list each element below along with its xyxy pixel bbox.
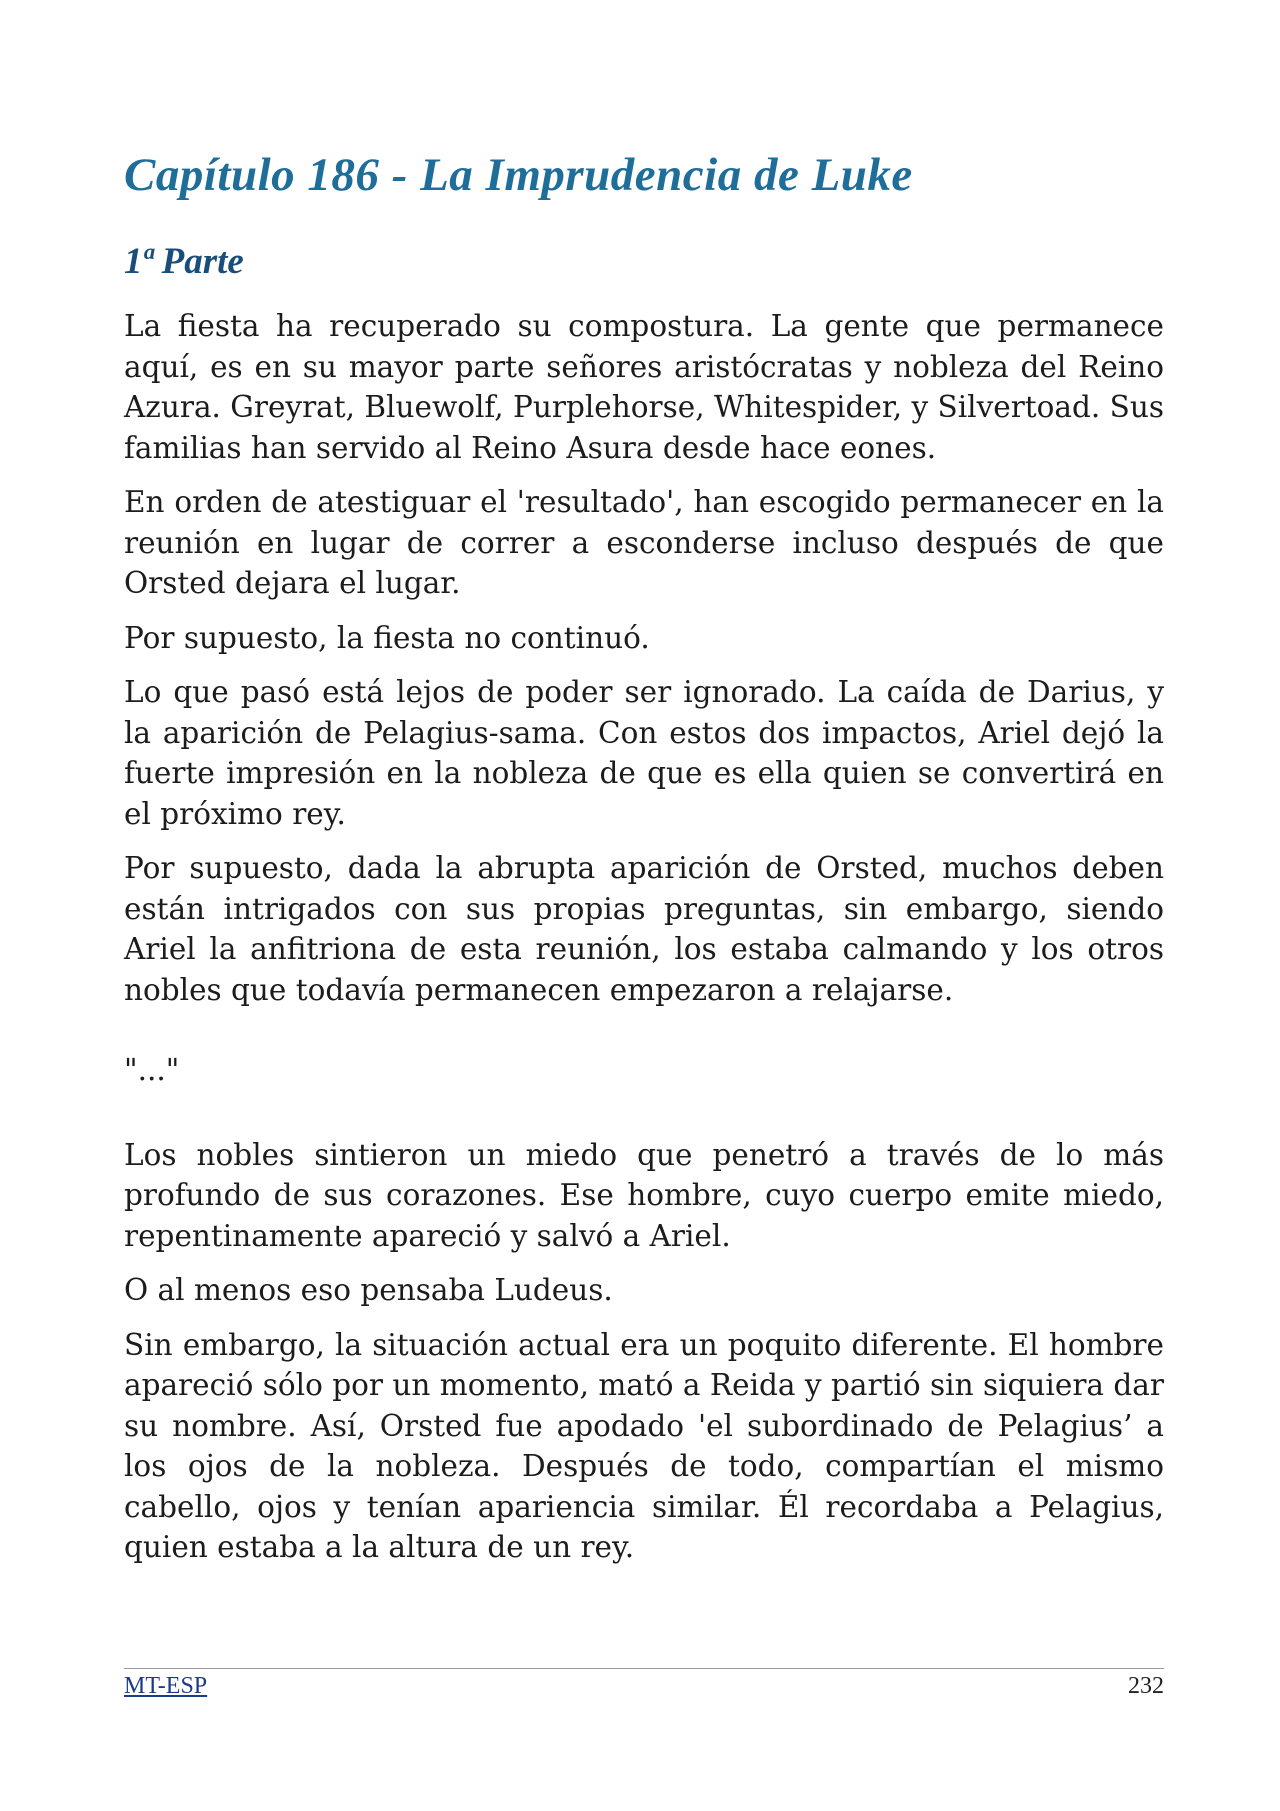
paragraph: Lo que pasó está lejos de poder ser ignorado. La caída de Darius, y la aparición de Pelagius-sama. Con estos dos impactos, Ariel dejó la fuerte impresión en la nobleza de que es ella quien se convertirá en el próximo rey.: [124, 675, 1164, 831]
paragraph: O al menos eso pensaba Ludeus.: [124, 1273, 613, 1307]
paragraph: En orden de atestiguar el 'resultado', han escogido permanecer en la reunión en lugar de correr a esconderse incluso después de que Orsted dejara el lugar.: [124, 485, 1164, 600]
document-page: [124, 0, 1164, 1811]
page-footer: [124, 1668, 1164, 1705]
paragraph: Sin embargo, la situación actual era un poquito diferente. El hombre apareció sólo por un momento, mató a Reida y partió sin siquiera dar su nombre. Así, Orsted fue apodado 'el subordinado de Pelagius’ a los ojos de la nobleza. Después de todo, compartían el mismo cabello, ojos y tenían apariencia similar. Él recordaba a Pelagius, quien estaba a la altura de un rey.: [124, 1327, 1164, 1564]
footer-source-link[interactable]: MT-ESP: [124, 1673, 208, 1699]
chapter-title: Capítulo 186 - La Imprudencia de Luke: [124, 149, 913, 201]
paragraph: Los nobles sintieron un miedo que penetró a través de lo más profundo de sus corazones. Ese hombre, cuyo cuerpo emite miedo, repentinamente apareció y salvó a Ariel.: [124, 1137, 1164, 1253]
paragraph: La fiesta ha recuperado su compostura. La gente que permanece aquí, es en su mayor parte señores aristócratas y nobleza del Reino Azura. Greyrat, Bluewolf, Purplehorse, Whitespider, y Silvertoad. Sus familias han servido al Reino Asura desde hace eones.: [124, 309, 1164, 465]
page-number: 232: [1128, 1673, 1164, 1699]
part-title: 1ª Parte: [124, 241, 244, 282]
paragraph: Por supuesto, dada la abrupta aparición de Orsted, muchos deben están intrigados con sus propias preguntas, sin embargo, siendo Ariel la anfitriona de esta reunión, los estaba calmando y los otros nobles que todavía permanecen empezaron a relajarse.: [124, 851, 1164, 1007]
paragraph: Por supuesto, la fiesta no continuó.: [124, 620, 650, 655]
dialogue-ellipsis: "...": [124, 1053, 180, 1087]
body-text: [124, 306, 1164, 1582]
